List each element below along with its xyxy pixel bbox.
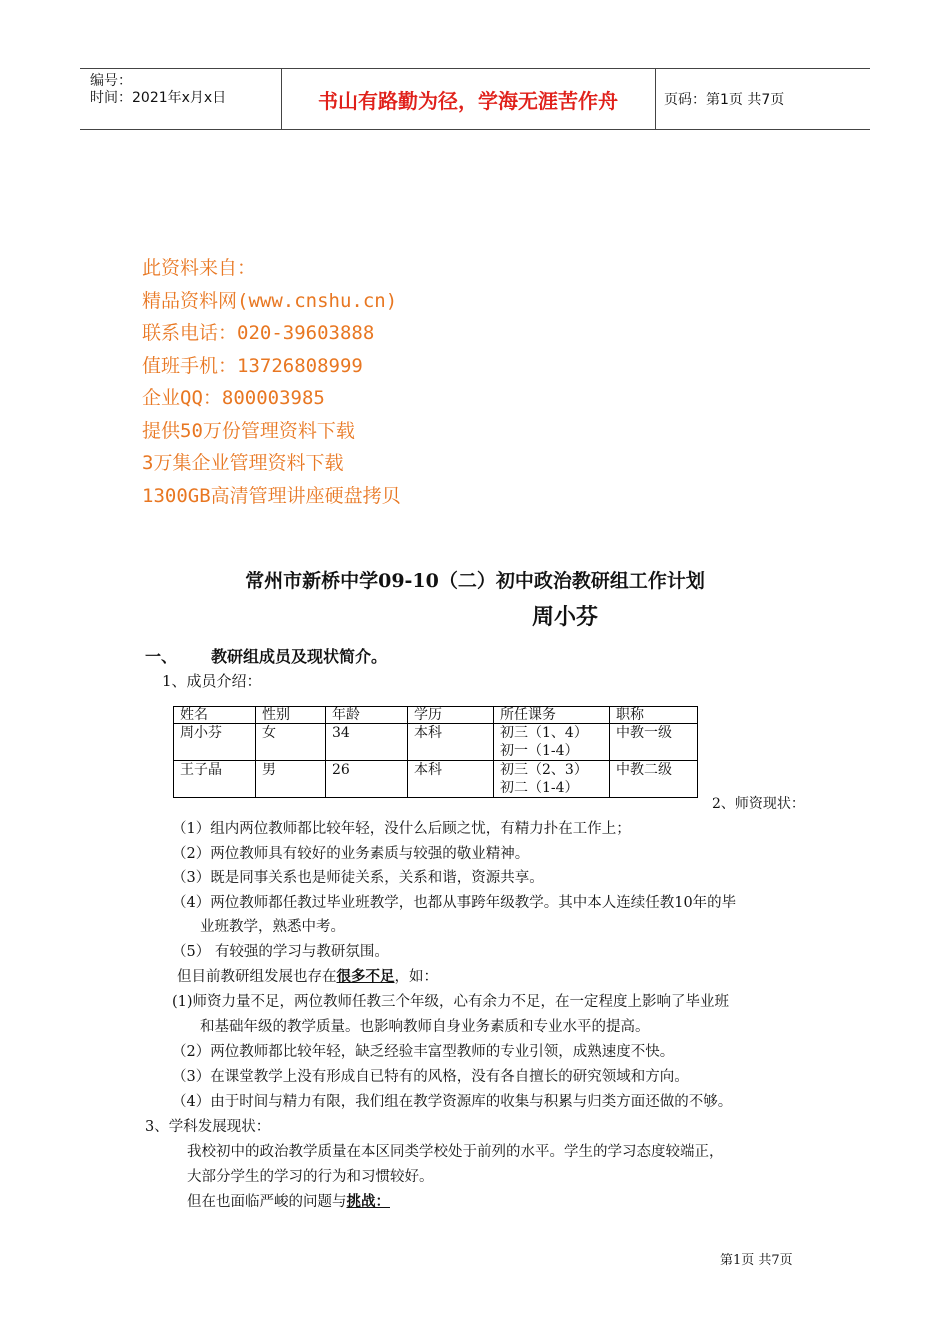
issue-item: （4）由于时间与精力有限，我们组在教学资源库的收集与积累与归类方面还做的不够。 bbox=[172, 1094, 733, 1110]
shortage-line bbox=[177, 968, 438, 986]
header-motto: 书山有路勤为径，学海无涯苦作舟 bbox=[318, 88, 618, 113]
promo-line: 此资料来自： bbox=[142, 257, 257, 279]
promo-block bbox=[142, 252, 401, 512]
table-row bbox=[174, 761, 698, 798]
table-cell bbox=[494, 724, 610, 761]
promo-line: 1300GB高清管理讲座硬盘拷贝 bbox=[142, 484, 401, 507]
table-header-row bbox=[174, 707, 698, 724]
header-page-info: 页码：第1页 共7页 bbox=[664, 92, 785, 108]
challenge-line bbox=[187, 1193, 390, 1211]
document-title: 常州市新桥中学09-10（二）初中政治教研组工作计划 bbox=[245, 570, 705, 592]
table-header-cell: 所任课务 bbox=[494, 707, 610, 724]
development-line: 我校初中的政治教学质量在本区同类学校处于前列的水平。学生的学习态度较端正， bbox=[187, 1144, 724, 1160]
table-cell: 本科 bbox=[408, 724, 494, 761]
table-cell: 本科 bbox=[408, 761, 494, 798]
promo-line: 3万集企业管理资料下载 bbox=[142, 452, 344, 474]
status-item: （3）既是同事关系也是师徒关系，关系和谐，资源共享。 bbox=[172, 870, 544, 886]
issue-item: (1)师资力量不足，两位教师任教三个年级，心有余力不足，在一定程度上影响了毕业班 bbox=[172, 994, 730, 1010]
course-line: 初二（1-4） bbox=[500, 780, 579, 796]
promo-line: 企业QQ：800003985 bbox=[142, 387, 325, 409]
shortage-prefix: 但目前教研组发展也存在 bbox=[177, 969, 337, 985]
course-line: 初三（1、4） bbox=[500, 725, 588, 741]
promo-line: 值班手机：13726808999 bbox=[142, 354, 363, 377]
section-title: 教研组成员及现状简介。 bbox=[211, 647, 388, 666]
promo-line: 精品资料网(www.cnshu.cn) bbox=[142, 289, 398, 312]
table-header-cell: 姓名 bbox=[174, 707, 256, 724]
course-line: 初三（2、3） bbox=[500, 762, 588, 778]
members-table bbox=[173, 706, 698, 798]
time-label: 时间：2021年x月x日 bbox=[90, 90, 227, 106]
course-line: 初一（1-4） bbox=[500, 743, 579, 759]
section-number: 一、 bbox=[145, 647, 178, 666]
document-author: 周小芬 bbox=[531, 604, 598, 630]
table-cell: 中教一级 bbox=[610, 724, 698, 761]
table-cell: 34 bbox=[326, 724, 408, 761]
status-item: （5） 有较强的学习与教研氛围。 bbox=[172, 944, 389, 960]
status-item: 业班教学，熟悉中考。 bbox=[200, 919, 345, 935]
status-item: （2）两位教师具有较好的业务素质与较强的敬业精神。 bbox=[172, 846, 530, 862]
table-cell: 26 bbox=[326, 761, 408, 798]
issue-item: （3）在课堂教学上没有形成自已特有的风格，没有各自擅长的研究领域和方向。 bbox=[172, 1069, 689, 1085]
page-footer: 第1页 共7页 bbox=[720, 1253, 793, 1268]
issue-item: 和基础年级的教学质量。也影响教师自身业务素质和专业水平的提高。 bbox=[200, 1019, 650, 1035]
status-item: （1）组内两位教师都比较年轻，没什么后顾之忧，有精力扑在工作上； bbox=[172, 821, 631, 837]
challenge-emphasis: 挑战： bbox=[346, 1193, 390, 1210]
promo-line: 联系电话：020-39603888 bbox=[142, 322, 375, 344]
table-header-cell: 年龄 bbox=[326, 707, 408, 724]
development-line: 大部分学生的学习的行为和习惯较好。 bbox=[187, 1169, 434, 1185]
header-meta bbox=[80, 69, 281, 129]
table-cell: 女 bbox=[256, 724, 326, 761]
table-header-cell: 性别 bbox=[256, 707, 326, 724]
challenge-prefix: 但在也面临严峻的问题与 bbox=[187, 1194, 347, 1210]
table-cell: 周小芬 bbox=[174, 724, 256, 761]
number-label: 编号： bbox=[90, 73, 132, 89]
subsection-teachers: 2、师资现状： bbox=[712, 796, 805, 812]
shortage-emphasis: 很多不足 bbox=[336, 968, 395, 985]
subsection-members: 1、成员介绍： bbox=[162, 672, 262, 690]
table-cell: 王子晶 bbox=[174, 761, 256, 798]
table-header-cell: 学历 bbox=[408, 707, 494, 724]
table-row bbox=[174, 724, 698, 761]
table-cell: 男 bbox=[256, 761, 326, 798]
issue-item: （2）两位教师都比较年轻，缺乏经验丰富型教师的专业引领，成熟速度不快。 bbox=[172, 1044, 675, 1060]
table-cell: 中教二级 bbox=[610, 761, 698, 798]
shortage-suffix: ，如： bbox=[394, 969, 438, 985]
table-cell bbox=[494, 761, 610, 798]
status-item: （4）两位教师都任教过毕业班教学，也都从事跨年级教学。其中本人连续任教10年的毕 bbox=[172, 895, 737, 911]
subsection-development: 3、学科发展现状： bbox=[145, 1119, 271, 1135]
page-header bbox=[80, 68, 870, 130]
table-header-cell: 职称 bbox=[610, 707, 698, 724]
section-heading bbox=[145, 644, 387, 667]
promo-line: 提供50万份管理资料下载 bbox=[142, 419, 355, 442]
